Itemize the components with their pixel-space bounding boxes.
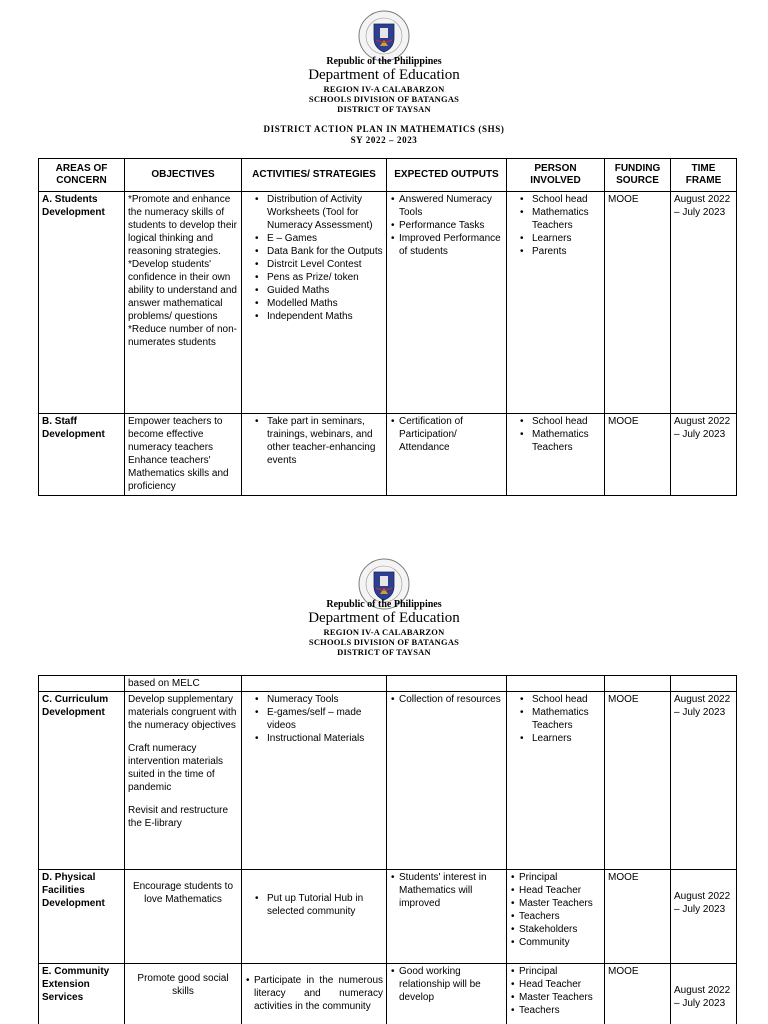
objectives-cell [125, 692, 242, 870]
person-item: • School head [510, 415, 601, 428]
activities-cell [242, 414, 387, 496]
activity-item: • Take part in seminars, trainings, webinars, and other teacher-enhancing events [245, 415, 383, 467]
action-plan-table-continued [38, 675, 737, 1024]
persons-cell [507, 870, 605, 964]
republic-label: Republic of the Philippines [326, 56, 442, 67]
department-title: Department of Education [308, 610, 460, 626]
output-item: • Good working relationship will be develop [390, 965, 503, 1004]
school-year: SY 2022 – 2023 [350, 135, 418, 145]
table-row [39, 870, 737, 964]
activities-cell [242, 870, 387, 964]
output-item: • Answered Numeracy Tools [390, 193, 503, 219]
activity-item: • Distribution of Activity Worksheets (Tool for Numeracy Assessment) [245, 193, 383, 232]
activity-item: • Pens as Prize/ token [245, 271, 383, 284]
funding-source: MOOE [605, 870, 671, 964]
persons-cell [507, 692, 605, 870]
person-item: • Principal [510, 871, 601, 884]
objectives-cell [125, 192, 242, 414]
activity-item: • Distrcit Level Contest [245, 258, 383, 271]
letterhead [0, 599, 768, 657]
funding-source: MOOE [605, 192, 671, 414]
outputs-cell [387, 870, 507, 964]
output-item: • Students' interest in Mathematics will improved [390, 871, 503, 910]
plan-title: DISTRICT ACTION PLAN IN MATHEMATICS (SHS) [263, 124, 505, 134]
objective-item: Encourage students to love Mathematics [132, 881, 234, 905]
person-item: • Mathematics Teachers [510, 706, 601, 732]
persons-cell [507, 414, 605, 496]
activities-cell [242, 692, 387, 870]
activity-item: • Data Bank for the Outputs [245, 245, 383, 258]
district-label: DISTRICT OF TAYSAN [337, 104, 431, 114]
objectives-cell [125, 870, 242, 964]
person-item: • Community [510, 936, 601, 949]
objective-item: Enhance teachers' Mathematics skills and proficiency [128, 455, 229, 492]
objective-item: Develop supplementary materials congruent with the numeracy objectives [128, 694, 237, 731]
region-label: REGION IV-A CALABARZON [323, 627, 445, 637]
column-header: PERSON INVOLVED [507, 159, 605, 192]
region-label: REGION IV-A CALABARZON [323, 84, 445, 94]
column-header: AREAS OF CONCERN [39, 159, 125, 192]
objective-item: Revisit and restructure the E-library [128, 805, 229, 829]
division-label: SCHOOLS DIVISION OF BATANGAS [308, 637, 460, 647]
person-item: • Teachers [510, 1004, 601, 1017]
time-frame: August 2022 – July 2023 [671, 692, 737, 870]
person-item: • Mathematics Teachers [510, 428, 601, 454]
person-item: • Learners [510, 732, 601, 745]
funding-source: MOOE [605, 964, 671, 1024]
person-item: • Stakeholders [510, 923, 601, 936]
activity-item: • Instructional Materials [245, 732, 383, 745]
activity-item: • Put up Tutorial Hub in selected community [245, 892, 383, 918]
person-item: • School head [510, 193, 601, 206]
time-frame: August 2022 – July 2023 [671, 870, 737, 964]
output-item: • Performance Tasks [390, 219, 503, 232]
division-label: SCHOOLS DIVISION OF BATANGAS [308, 94, 460, 104]
person-item: • Parents [510, 245, 601, 258]
activity-item: • Participate in the numerous literacy and numeracy activities in the community [245, 974, 383, 1013]
table-row [39, 192, 737, 414]
action-plan-table [38, 158, 737, 496]
area-of-concern: D. Physical Facilities Development [39, 870, 125, 964]
table-header-row [39, 159, 737, 192]
activities-cell [242, 192, 387, 414]
outputs-cell [387, 414, 507, 496]
person-item: • Teachers [510, 910, 601, 923]
column-header: OBJECTIVES [125, 159, 242, 192]
area-of-concern: B. Staff Development [39, 414, 125, 496]
table-row [39, 964, 737, 1024]
person-item: • Principal [510, 965, 601, 978]
objective-item: Promote good social skills [137, 973, 229, 997]
table-row [39, 414, 737, 496]
person-item: • Head Teacher [510, 978, 601, 991]
letterhead [0, 56, 768, 145]
republic-label: Republic of the Philippines [326, 599, 442, 610]
outputs-cell [387, 692, 507, 870]
time-frame: August 2022 – July 2023 [671, 414, 737, 496]
persons-cell [507, 964, 605, 1024]
outputs-cell [387, 192, 507, 414]
person-item: • School head [510, 693, 601, 706]
column-header: EXPECTED OUTPUTS [387, 159, 507, 192]
outputs-cell [387, 964, 507, 1024]
area-of-concern: C. Curriculum Development [39, 692, 125, 870]
persons-cell [507, 192, 605, 414]
deped-seal-icon [358, 10, 410, 62]
activity-item: • E-games/self – made videos [245, 706, 383, 732]
column-header: TIME FRAME [671, 159, 737, 192]
department-title: Department of Education [308, 67, 460, 83]
continuation-row [39, 676, 737, 692]
funding-source: MOOE [605, 692, 671, 870]
activity-item: • Independent Maths [245, 310, 383, 323]
person-item: • Master Teachers [510, 991, 601, 1004]
output-item: • Collection of resources [390, 693, 503, 706]
output-item: • Improved Performance of students [390, 232, 503, 258]
activity-item: • Numeracy Tools [245, 693, 383, 706]
person-item: • Head Teacher [510, 884, 601, 897]
column-header: ACTIVITIES/ STRATEGIES [242, 159, 387, 192]
continuation-text: based on MELC [125, 676, 242, 692]
activity-item: • E – Games [245, 232, 383, 245]
time-frame: August 2022 – July 2023 [671, 192, 737, 414]
person-item: • Master Teachers [510, 897, 601, 910]
time-frame: August 2022 – July 2023 [671, 964, 737, 1024]
objective-item: Empower teachers to become effective numeracy teachers [128, 416, 223, 453]
objective-item: Craft numeracy intervention materials suited in the time of pandemic [128, 743, 224, 793]
table-row [39, 692, 737, 870]
objective-item: *Promote and enhance the numeracy skills of students to develop their logical thinking and reasoning strategies. [128, 194, 237, 257]
area-of-concern: E. Community Extension Services [39, 964, 125, 1024]
objectives-cell [125, 414, 242, 496]
activities-cell [242, 964, 387, 1024]
activity-item: • Modelled Maths [245, 297, 383, 310]
funding-source: MOOE [605, 414, 671, 496]
output-item: • Certification of Participation/ Attendance [390, 415, 503, 454]
column-header: FUNDING SOURCE [605, 159, 671, 192]
district-label: DISTRICT OF TAYSAN [337, 647, 431, 657]
activity-item: • Guided Maths [245, 284, 383, 297]
person-item: • Mathematics Teachers [510, 206, 601, 232]
person-item: • Learners [510, 232, 601, 245]
area-of-concern: A. Students Development [39, 192, 125, 414]
objective-item: *Develop students' confidence in their own ability to understand and answer mathematical problems/ questions [128, 259, 237, 322]
objectives-cell [125, 964, 242, 1024]
objective-item: *Reduce number of non-numerates students [128, 324, 237, 348]
